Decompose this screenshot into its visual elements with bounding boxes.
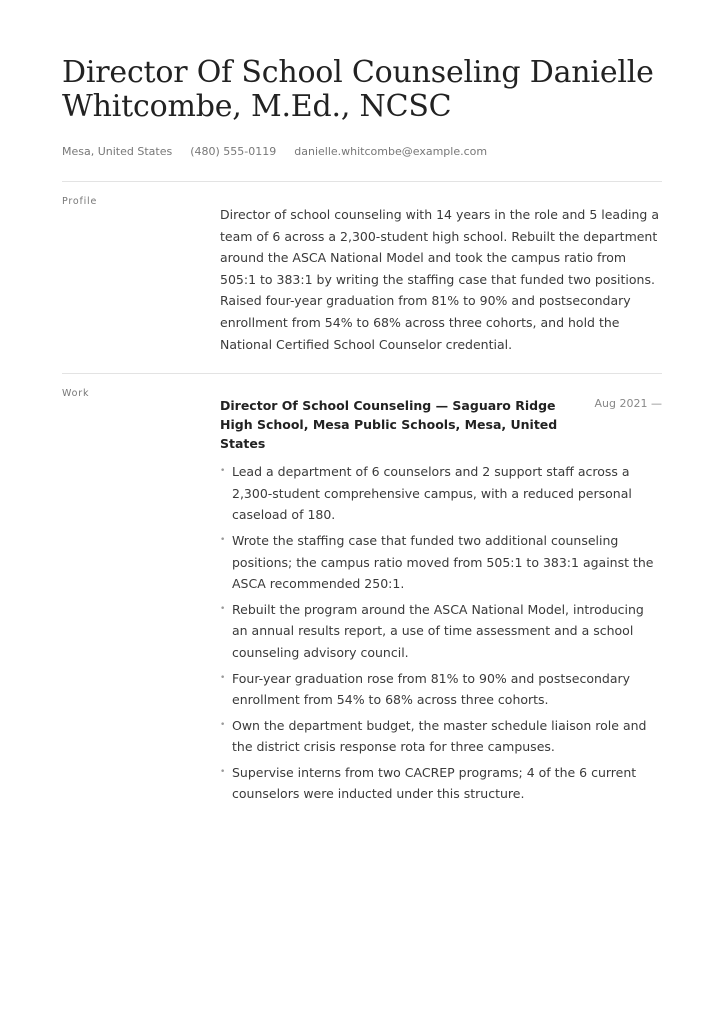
profile-summary: Director of school counseling with 14 years in the role and 5 leading a team of 6 across a 2,300-student high school. Rebuilt the department around the ASCA National Model and took the campus ratio from 505:1 to 383:1 by writing the staffing case that funded two positions. Raised four-year graduation from 81% to 90% and postsecondary enrollment from 54% to 68% across three cohorts, and hold the National Certified School Counselor credential. <box>220 207 659 352</box>
job-bullet: • Wrote the staffing case that funded two additional counseling positions; the campus ratio moved from 505:1 to 383:1 against the ASCA recommended 250:1. <box>220 530 662 595</box>
phone-text: (480) 555-0119 <box>190 145 277 158</box>
profile-section-body <box>220 182 662 355</box>
profile-section-label: Profile <box>62 196 98 207</box>
resume-page <box>62 56 662 809</box>
page-title: Director Of School Counseling Danielle Whitcombe, M.Ed., NCSC <box>62 55 654 124</box>
job-bullet: • Four-year graduation rose from 81% to 90% and postsecondary enrollment from 54% to 68% across three cohorts. <box>220 668 662 711</box>
job-bullet: • Supervise interns from two CACREP programs; 4 of the 6 current counselors were inducted under this structure. <box>220 762 662 805</box>
job-bullet: • Lead a department of 6 counselors and 2 support staff across a 2,300-student comprehensive campus, with a reduced personal caseload of 180. <box>220 461 662 526</box>
job-header <box>220 396 662 453</box>
email-text: danielle.whitcombe@example.com <box>294 145 488 158</box>
profile-section <box>62 182 662 355</box>
job-bullet: • Rebuilt the program around the ASCA National Model, introducing an annual results report, a use of time assessment and a school counseling advisory council. <box>220 599 662 664</box>
work-section <box>62 374 662 809</box>
job-date: Aug 2021 — <box>594 397 662 411</box>
work-section-body <box>220 374 662 809</box>
job-title: Director Of School Counseling — Saguaro Ridge High School, Mesa Public Schools, Mesa, United States <box>220 398 558 452</box>
job-entry <box>220 396 662 805</box>
work-section-label: Work <box>62 388 90 400</box>
location-text: Mesa, United States <box>62 145 173 158</box>
contact-line <box>62 145 662 158</box>
job-bullet: • Own the department budget, the master schedule liaison role and the district crisis response rota for three campuses. <box>220 715 662 758</box>
job-bullets <box>220 461 662 805</box>
